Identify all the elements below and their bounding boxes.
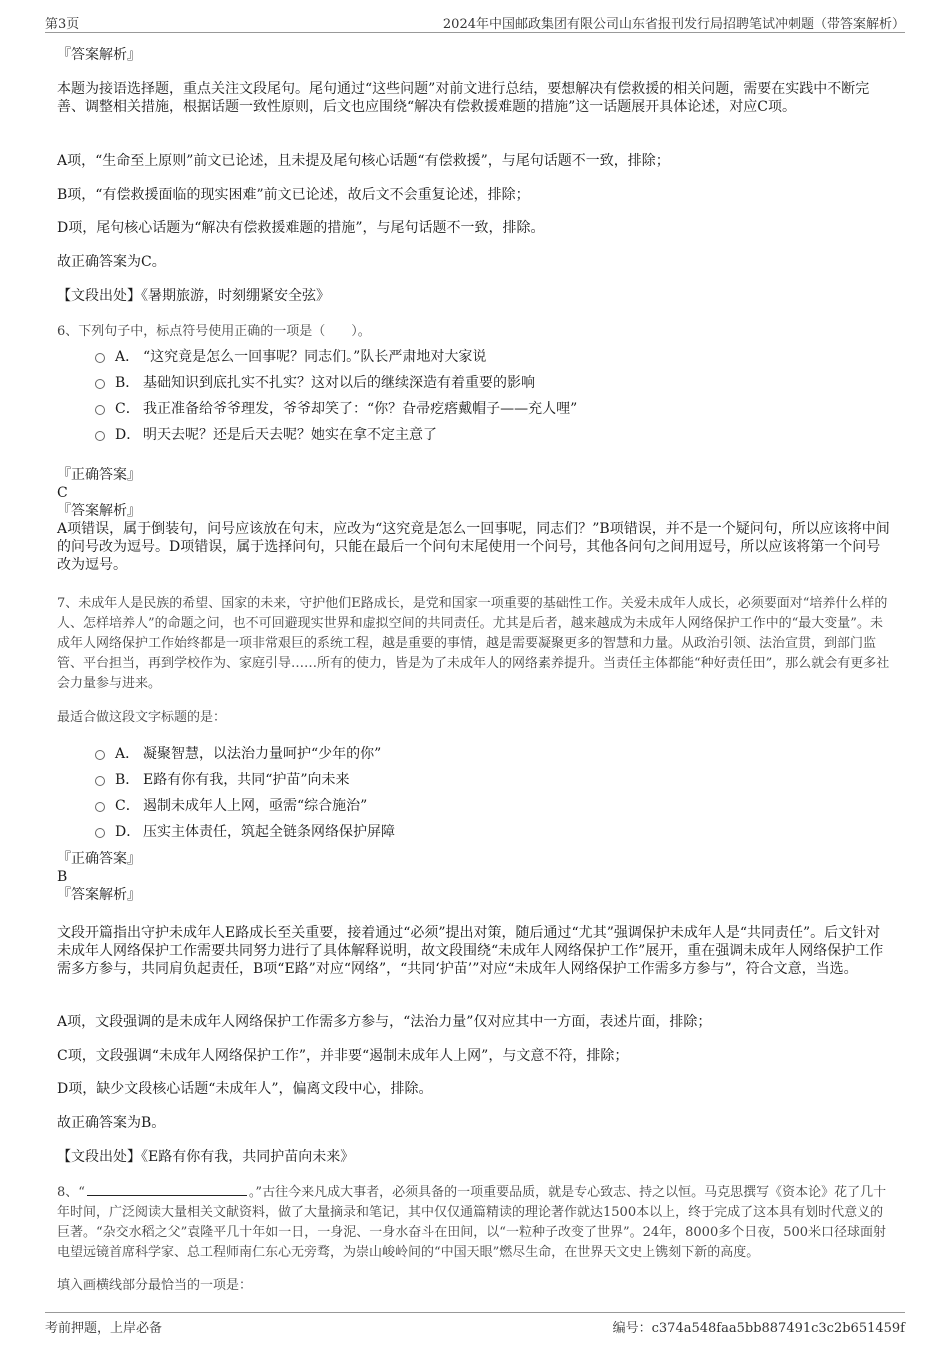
q7-answer-block (57, 850, 893, 904)
q7-options (57, 740, 893, 844)
radio-icon[interactable] (95, 353, 105, 363)
option-text: 我正准备给爷爷理发，爷爷却笑了：“你？旮帚疙瘩戴帽子——充人哩” (143, 401, 578, 417)
q6-block (57, 322, 893, 342)
q6-analysis: A项错误，属于倒装句，问号应该放在句末，应改为“这究竟是怎么一回事呢，同志们？”B项错误，并不是一个疑问句，所以应该将中间的问号改为逗号。D项错误，属于选择问句，只能在最后一个问句末尾使用一个问号，其他各问句之间用逗号，所以应该将第一个问号改为逗号。 (57, 521, 890, 573)
prev-line-a-block (57, 152, 893, 170)
option-text: 基础知识到底扎实不扎实？这对以后的继续深造有着重要的影响 (143, 375, 535, 391)
q8-block (57, 1182, 893, 1263)
option-letter: A． (115, 349, 140, 365)
option-letter: B． (115, 375, 140, 391)
document-id: 编号：c374a548faa5bb887491c3c2b651459f (612, 1321, 905, 1336)
radio-icon[interactable] (95, 379, 105, 389)
radio-icon[interactable] (95, 405, 105, 415)
q7-conclusion-block (57, 1114, 893, 1132)
q8-stem-text: 。”古往今来凡成大事者，必须具备的一项重要品质，就是专心致志、持之以恒。马克思撰写《资本论》花了几十年时间，广泛阅读大量相关文献资料，做了大量摘录和笔记，其中仅仅通篇精读的理论著作就达1500本以上，终于完成了这本具有划时代意义的巨著。“杂交水稻之父”袁隆平几十年如一日，一身泥、一身水奋斗在田间，以“一粒种子改变了世界”。24年，8000多个日夜，500米口径球面射电望远镜首席科学家、总工程师南仁东心无旁骛，为崇山峻岭间的“中国天眼”燃尽生命，在世界天文史上镌刻下新的高度。 (57, 1185, 887, 1260)
prev-line-b-block (57, 186, 893, 204)
option-text: 明天去呢？还是后天去呢？她实在拿不定主意了 (143, 427, 437, 443)
q7-option-c-explain: C项，文段强调“未成年人网络保护工作”，并非要“遏制未成年人上网”，与文意不符，排除； (57, 1048, 629, 1064)
document-title: 2024年中国邮政集团有限公司山东省报刊发行局招聘笔试冲刺题（带答案解析） (442, 17, 905, 32)
q8-number: 8、“ (57, 1185, 85, 1200)
q6-options (57, 343, 893, 447)
option-text: 遏制未成年人上网，亟需“综合施治” (143, 798, 368, 814)
option-letter: C． (115, 401, 140, 417)
q8-ask-block (57, 1276, 893, 1296)
q7-line-a-block (57, 1013, 893, 1031)
option-letter: D． (115, 824, 141, 840)
radio-icon[interactable] (95, 776, 105, 786)
q7-line-d-block (57, 1080, 893, 1098)
q7-option-c[interactable] (95, 792, 893, 818)
prev-analysis-paragraph: 本题为接语选择题，重点关注文段尾句。尾句通过“这些问题”对前文进行总结，要想解决有偿救援的相关问题，需要在实践中不断完善、调整相关措施，根据话题一致性原则，后文也应围绕“解决有偿救援难题的措施”这一话题展开具体论述，对应C项。 (57, 81, 870, 115)
prev-option-d-explain: D项，尾句核心话题为“解决有偿救援难题的措施”，与尾句话题不一致，排除。 (57, 220, 545, 236)
prev-source-block (57, 287, 893, 305)
page-header (45, 10, 905, 33)
q7-analysis-block (57, 924, 893, 978)
q7-correct-answer: B (57, 869, 68, 885)
q7-option-a-explain: A项，文段强调的是未成年人网络保护工作需多方参与，“法治力量”仅对应其中一方面，表述片面，排除； (57, 1014, 712, 1030)
prev-option-a-explain: A项，“生命至上原则”前文已论述，且未提及尾句核心话题“有偿救援”，与尾句话题不一致，排除； (57, 153, 670, 169)
option-letter: D． (115, 427, 141, 443)
q7-source: 【文段出处】《E路有你有我，共同护苗向未来》 (57, 1149, 355, 1165)
q8-stem (57, 1182, 893, 1263)
q6-correct-answer: C (57, 485, 68, 501)
radio-icon[interactable] (95, 431, 105, 441)
option-letter: B． (115, 772, 140, 788)
q7-option-b[interactable] (95, 766, 893, 792)
q6-option-d[interactable] (95, 421, 893, 447)
prev-analysis-label-block (57, 46, 893, 64)
footer-slogan: 考前押题，上岸必备 (45, 1321, 163, 1336)
q7-stem: 7、未成年人是民族的希望、国家的未来，守护他们E路成长，是党和国家一项重要的基础性工作。关爱未成年人成长，必须要面对“培养什么样的人、怎样培养人”的命题之问，也不可回避现实世界和虚拟空间的共同责任。尤其是后者，越来越成为未成年人网络保护工作中的“最大变量”。未成年人网络保护工作始终都是一项非常艰巨的系统工程，越是重要的事情，越是需要凝聚更多的智慧和力量。从政治引领、法治宣贯，到部门监管、平台担当，再到学校作为、家庭引导……所有的使力，皆是为了未成年人的网络素养提升。当责任主体都能“种好责任田”，那么就会有更多社会力量参与进来。 (57, 596, 890, 691)
q6-analysis-label: 『答案解析』 (57, 503, 141, 519)
prev-analysis-label: 『答案解析』 (57, 47, 141, 63)
q7-block (57, 594, 893, 694)
radio-icon[interactable] (95, 828, 105, 838)
q7-source-block (57, 1148, 893, 1166)
q6-option-c[interactable] (95, 395, 893, 421)
option-letter: C． (115, 798, 140, 814)
q6-answer-block (57, 466, 893, 574)
option-text: E路有你有我，共同“护苗”向未来 (143, 772, 350, 788)
q7-option-a[interactable] (95, 740, 893, 766)
prev-source: 【文段出处】《暑期旅游，时刻绷紧安全弦》 (57, 288, 330, 304)
q7-ask-block (57, 708, 893, 728)
option-letter: A． (115, 746, 140, 762)
prev-line-d-block (57, 219, 893, 237)
option-text: 凝聚智慧，以法治力量呵护“少年的你” (143, 746, 382, 762)
q7-correct-label: 『正确答案』 (57, 851, 141, 867)
q8-blank-input[interactable] (87, 1182, 247, 1196)
option-text: 压实主体责任，筑起全链条网络保护屏障 (143, 824, 395, 840)
q7-analysis-label: 『答案解析』 (57, 887, 141, 903)
q7-option-d[interactable] (95, 818, 893, 844)
q7-option-d-explain: D项，缺少文段核心话题“未成年人”，偏离文段中心，排除。 (57, 1081, 433, 1097)
prev-analysis-paragraph-block (57, 80, 893, 116)
q7-conclusion: 故正确答案为B。 (57, 1115, 166, 1131)
q7-line-c-block (57, 1047, 893, 1065)
q7-ask: 最适合做这段文字标题的是： (57, 710, 227, 725)
option-text: “这究竟是怎么一回事呢？同志们。”队长严肃地对大家说 (143, 349, 487, 365)
q6-correct-label: 『正确答案』 (57, 467, 141, 483)
radio-icon[interactable] (95, 750, 105, 760)
q6-option-a[interactable] (95, 343, 893, 369)
q6-stem: 6、下列句子中，标点符号使用正确的一项是（ ）。 (57, 324, 371, 339)
page-number: 第3页 (45, 17, 80, 32)
prev-option-b-explain: B项，“有偿救援面临的现实困难”前文已论述，故后文不会重复论述，排除； (57, 187, 530, 203)
prev-conclusion-block (57, 253, 893, 271)
q7-analysis-paragraph: 文段开篇指出守护未成年人E路成长至关重要，接着通过“必须”提出对策，随后通过“尤其”强调保护未成年人是“共同责任”。后文针对未成年人网络保护工作需要共同努力进行了具体解释说明，故文段围绕“未成年人网络保护工作”展开，重在强调未成年人网络保护工作需多方参与，共同肩负起责任，B项“E路”对应“网络”，“共同‘护苗’”对应“未成年人网络保护工作需多方参与”，符合文意，当选。 (57, 925, 884, 977)
page-footer (45, 1312, 905, 1336)
radio-icon[interactable] (95, 802, 105, 812)
prev-conclusion: 故正确答案为C。 (57, 254, 166, 270)
q8-ask: 填入画横线部分最恰当的一项是： (57, 1278, 253, 1293)
q6-option-b[interactable] (95, 369, 893, 395)
